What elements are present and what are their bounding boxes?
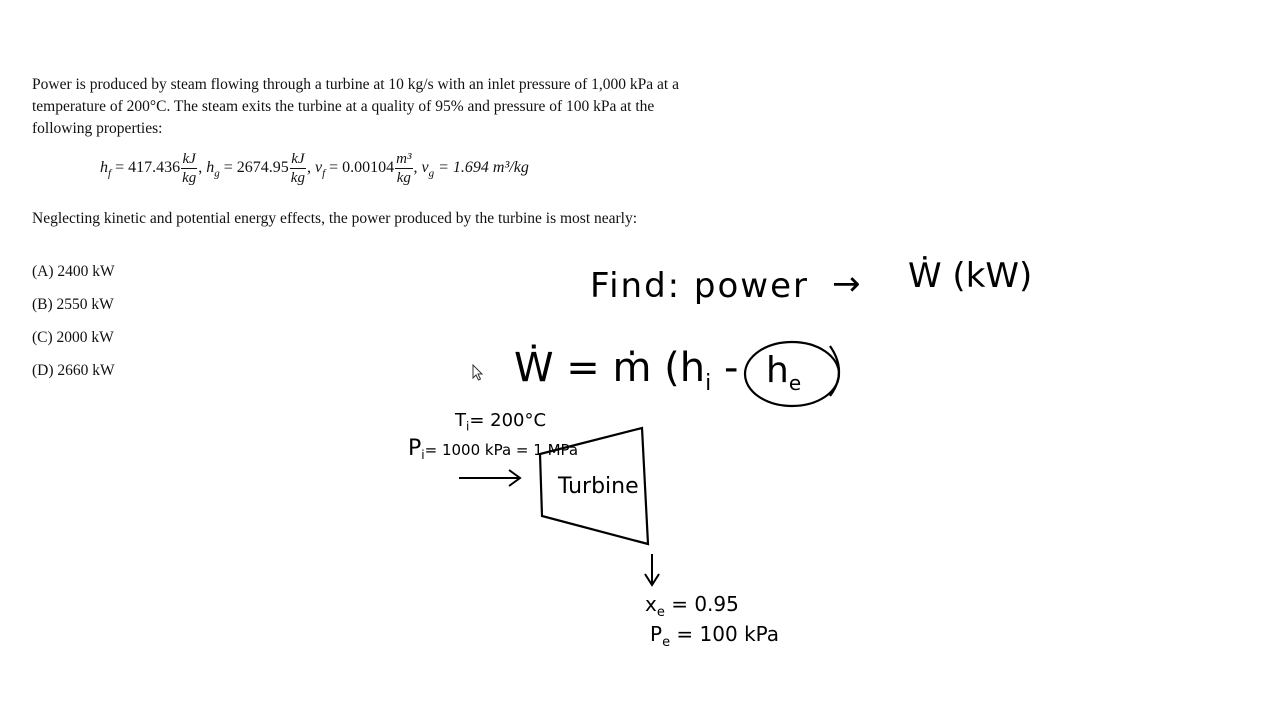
power-kw-note: Ẇ (kW) (908, 256, 1033, 296)
option-b: (B) 2550 kW (32, 296, 114, 313)
hf-value: = 417.436 (111, 159, 181, 177)
hf-unit-fraction: $\frac{kJ}{kg}$ (182, 151, 197, 186)
exit-enthalpy-circle (745, 342, 839, 406)
option-c: (C) 2000 kW (32, 329, 114, 346)
mouse-cursor-icon (472, 364, 484, 382)
inlet-temperature-note: $T_i= 200^\circ C$ (455, 410, 547, 434)
exit-quality-note: $x_e = 0.95$ (645, 592, 739, 620)
find-power-note: Find: power (590, 266, 810, 306)
turbine-shape (540, 428, 648, 544)
vg-value: = 1.694 m³/kg (434, 159, 529, 177)
hf-symbol: h (100, 159, 108, 177)
vf-subscript: f (322, 167, 326, 180)
closing-parenthesis (830, 346, 839, 396)
hg-symbol: h (206, 159, 215, 177)
inlet-arrow (459, 470, 520, 486)
vf-value: = 0.00104 (325, 159, 395, 177)
hg-unit-fraction: $\frac{kJ}{kg}$ (290, 151, 305, 186)
find-arrow: → (832, 264, 861, 304)
hg-subscript: g (214, 167, 220, 180)
problem-question: Neglecting kinetic and potential energy effects, the power produced by the turbine is most nearly: (32, 210, 638, 227)
inlet-pressure-note: $P_i= 1000$ kPa = 1 MPa (408, 436, 579, 462)
exit-arrow (645, 554, 659, 585)
option-d: (D) 2660 kW (32, 362, 115, 379)
hg-value: = 2674.95 (219, 159, 289, 177)
exit-enthalpy-note: $h_e$ (766, 350, 802, 396)
vg-subscript: g (428, 167, 435, 180)
turbine-label: Turbine (558, 474, 639, 499)
hf-subscript: f (108, 167, 112, 180)
vf-symbol: v (314, 159, 323, 177)
vg-symbol: v (421, 159, 429, 177)
option-a: (A) 2400 kW (32, 263, 115, 280)
problem-intro: Power is produced by steam flowing through a turbine at 10 kg/s with an inlet pressure of 1,000 kPa at a temperature of 200°C. The steam exits the turbine at a quality of 95% and pressure of 100 kPa at the following properties: (32, 76, 679, 137)
exit-pressure-note: $P_e = 100$ kPa (650, 622, 780, 650)
property-equation: $h_f = 417.436$ $\frac{kJ}{kg}$ , $h_g = 2674.95$ $\frac{kJ}{kg}$ , $v_f = 0.00104$ $\frac{\text{m³}}{kg}$ , $v_g = 1.694$ m³/kg (100, 151, 529, 186)
energy-equation-note: Ẇ = ṁ ($h_i$ - (514, 345, 739, 396)
vf-unit-fraction: $\frac{\text{m³}}{kg}$ (396, 151, 412, 186)
